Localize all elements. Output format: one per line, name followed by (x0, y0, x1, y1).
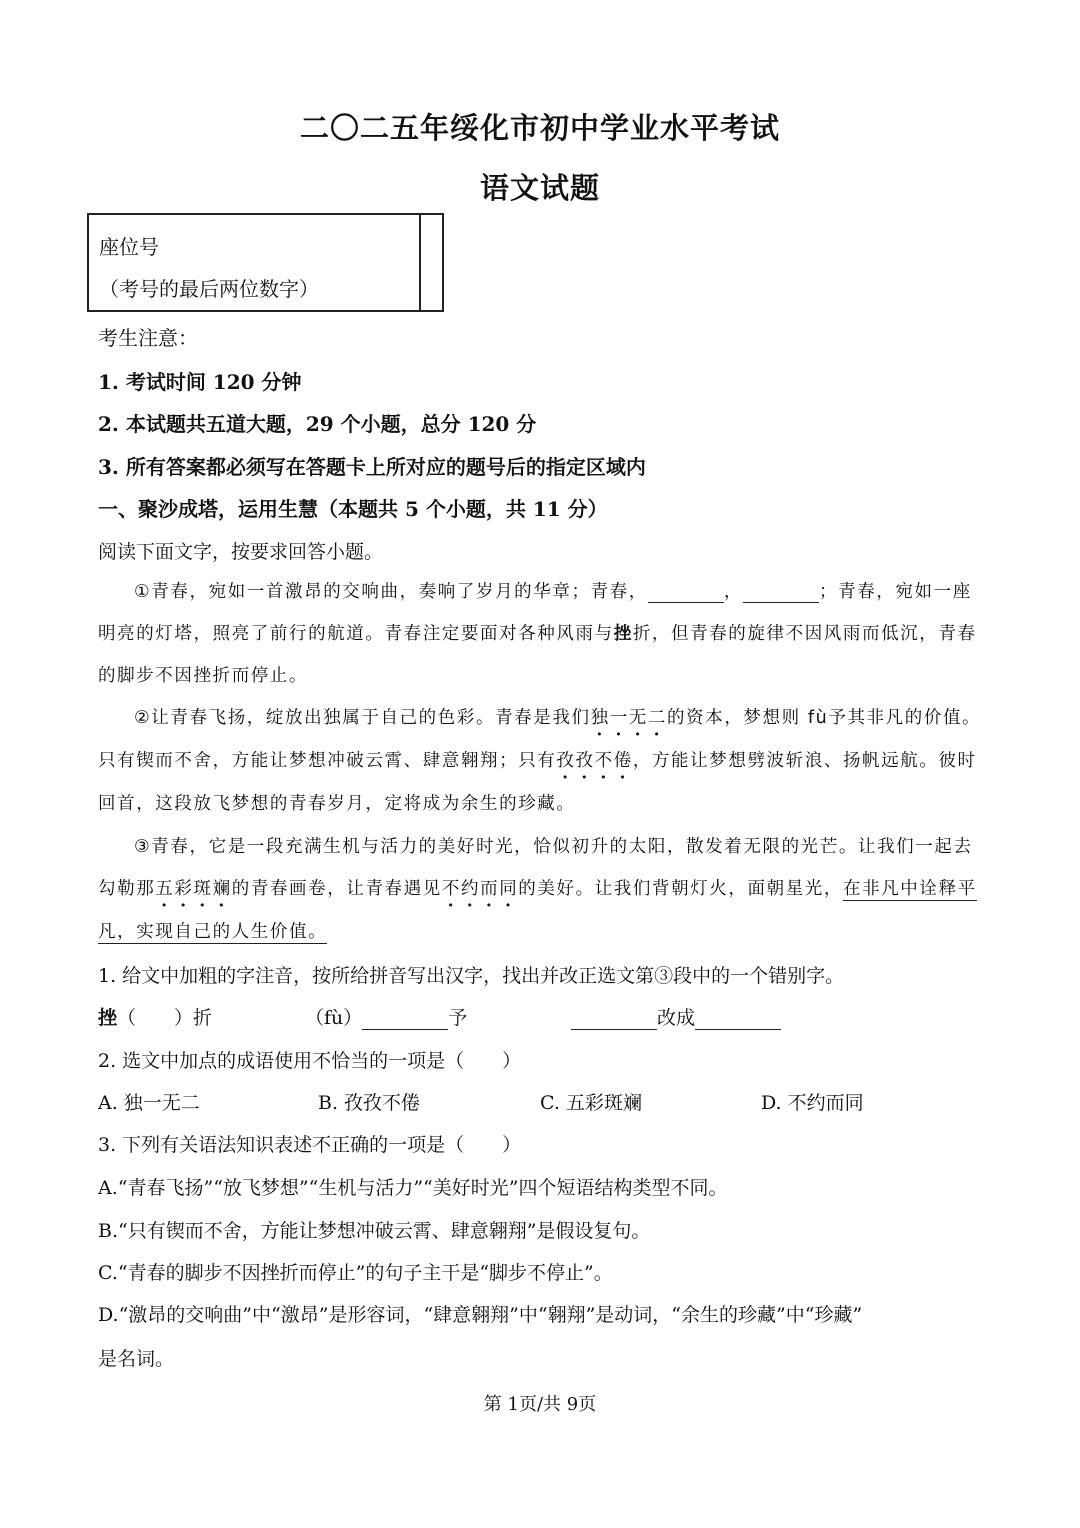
seat-number-label: 座位号 (99, 235, 159, 259)
exam-subtitle: 语文试题 (479, 171, 600, 205)
q1-stem: 1. 给文中加粗的字注音，按所给拼音写出汉字，找出并改正选文第③段中的一个错别字。 (98, 965, 845, 987)
answer-blank-1 (648, 584, 724, 603)
section-1-heading: 一、聚沙成塔，运用生慧（本题共 5 个小题，共 11 分） (98, 497, 608, 521)
q1-blank-wrong-char (571, 1011, 657, 1030)
q1-answer-row: 挫（ ）折 (98, 1007, 213, 1029)
passage-p2-line2: 只有锲而不舍，方能让梦想冲破云霄、肆意翱翔；只有孜孜不倦，方能让梦想劈波斩浪、扬帆远航。彼时 (98, 751, 977, 771)
passage-p3-line3 (98, 918, 327, 943)
q3-option-d-line1: D.“激昂的交响曲”中“激昂”是形容词，“肆意翱翔”中“翱翔”是动词，“余生的珍藏”中“珍藏” (98, 1304, 863, 1326)
seat-number-note: （考号的最后两位数字） (99, 277, 319, 301)
q2-option-b: B. 孜孜不倦 (318, 1092, 421, 1114)
q2-option-d: D. 不约而同 (761, 1092, 864, 1114)
q3-option-a: A.“青春飞扬”“放飞梦想”“生机与活力”“美好时光”四个短语结构类型不同。 (98, 1177, 728, 1199)
passage-p2-line3: 回首，这段放飞梦想的青春岁月，定将成为余生的珍藏。 (98, 794, 576, 814)
dotted-idiom-2: 孜孜不倦 (556, 751, 633, 771)
notice-heading: 考生注意： (98, 326, 198, 350)
notice-item-3: 3. 所有答案都必须写在答题卡上所对应的题号后的指定区域内 (98, 455, 646, 479)
answer-blank-2 (743, 584, 819, 603)
q2-option-a: A. 独一无二 (98, 1092, 200, 1114)
seat-number-divider (419, 215, 421, 310)
passage-p1-line2: 明亮的灯塔，照亮了前行的航道。青春注定要面对各种风雨与挫折，但青春的旋律不因风雨而低沉，青春 (98, 624, 977, 644)
seat-number-box (87, 213, 444, 312)
q1-blank-correct-char (695, 1011, 781, 1030)
q3-option-c: C.“青春的脚步不因挫折而停止”的句子主干是“脚步不停止”。 (98, 1262, 613, 1284)
q2-stem: 2. 选文中加点的成语使用不恰当的一项是（ ） (98, 1050, 522, 1072)
q3-stem: 3. 下列有关语法知识表述不正确的一项是（ ） (98, 1134, 522, 1156)
passage-p3-line2: 勾勒那五彩斑斓的青春画卷，让青春遇见不约而同的美好。让我们背朝灯火，面朝星光，在非凡中诠释平 (98, 879, 977, 899)
q3-option-d-line2: 是名词。 (98, 1348, 175, 1370)
passage-p3-line1: ③青春，它是一段充满生机与活力的美好时光，恰似初升的太阳，散发着无限的光芒。让我们一起去 (134, 837, 973, 857)
notice-item-1: 1. 考试时间 120 分钟 (98, 370, 302, 394)
dotted-idiom-4: 不约而同 (441, 879, 519, 899)
section-1-instruction: 阅读下面文字，按要求回答小题。 (98, 541, 384, 563)
passage-p1-line3: 的脚步不因挫折而停止。 (98, 666, 309, 686)
underlined-sentence-part1: 在非凡中诠释平 (843, 879, 977, 899)
q3-option-b: B.“只有锲而不舍，方能让梦想冲破云霄、肆意翱翔”是假设复句。 (98, 1220, 651, 1242)
dotted-idiom-1: 独一无二 (590, 708, 668, 728)
exam-title: 二〇二五年绥化市初中学业水平考试 (299, 111, 780, 145)
page-number: 第 1页/共 9页 (483, 1394, 597, 1415)
notice-item-2: 2. 本试题共五道大题，29 个小题，总分 120 分 (98, 412, 537, 436)
q1-pinyin-blank: （fù） 予 (305, 1007, 468, 1029)
underlined-sentence-part2: 凡，实现自己的人生价值。 (98, 922, 328, 942)
q2-option-c: C. 五彩斑斓 (540, 1092, 642, 1114)
passage-p1-line1: ①青春，宛如一首激昂的交响曲，奏响了岁月的华章；青春， ， ；青春，宛如一座 (134, 582, 972, 602)
bold-char-cuo: 挫 (613, 624, 633, 644)
q1-correction-blank: 改成 (571, 1003, 781, 1030)
dotted-idiom-3: 五彩斑斓 (155, 879, 232, 899)
q1-blank-hanzi (362, 1011, 448, 1030)
passage-p2-line1: ②让青春飞扬，绽放出独属于自己的色彩。青春是我们独一无二的资本，梦想则 fù予其非凡的价值。 (134, 708, 982, 728)
q1-bold-char: 挫 (98, 1007, 118, 1029)
